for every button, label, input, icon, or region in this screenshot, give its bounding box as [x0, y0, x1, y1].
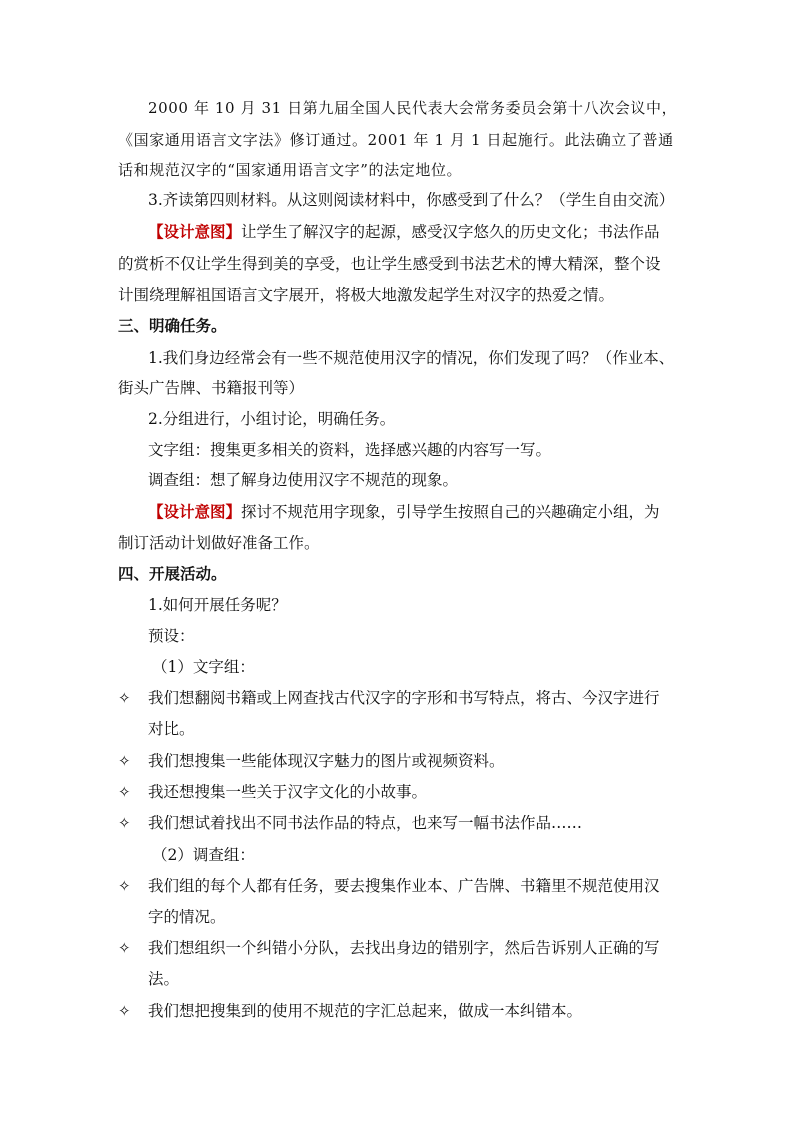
- diamond-bullet-icon: ✧: [118, 814, 131, 832]
- design-intent-tag: 【设计意图】: [148, 503, 242, 521]
- design-intent-1-line-3: 计围绕理解祖国语言文字展开，将极大地激发起学生对汉字的热爱之情。: [118, 286, 615, 304]
- design-intent-tag: 【设计意图】: [148, 223, 242, 241]
- text-group-subheading: （1）文字组：: [152, 658, 255, 676]
- section-3-item-2: 2.分组进行，小组讨论，明确任务。: [148, 410, 396, 428]
- law-paragraph-line-3: 话和规范汉字的“国家通用语言文字”的法定地位。: [118, 161, 463, 179]
- diamond-bullet-icon: ✧: [118, 689, 131, 707]
- survey-group-bullet-1-line-2: 字的情况。: [148, 908, 226, 926]
- diamond-bullet-icon: ✧: [118, 939, 131, 957]
- design-intent-2-line-1: [148, 502, 660, 522]
- section-3-item-1-line-1: 1.我们身边经常会有一些不规范使用汉字的情况，你们发现了吗？（作业本、: [148, 349, 675, 367]
- text-group-bullet-1-line-2: 对比。: [148, 720, 195, 738]
- section-3-heading: 三、明确任务。: [118, 317, 227, 335]
- text-group-bullet-4: 我们想试着找出不同书法作品的特点，也来写一幅书法作品……: [148, 814, 583, 832]
- law-paragraph-line-2: 《国家通用语言文字法》修订通过。2001 年 1 月 1 日起施行。此法确立了普通: [118, 131, 674, 149]
- preset-label: 预设：: [148, 627, 195, 645]
- survey-group-bullet-2-line-2: 法。: [148, 970, 180, 988]
- survey-group-bullet-1-line-1: 我们组的每个人都有任务，要去搜集作业本、广告牌、书籍里不规范使用汉: [148, 877, 660, 895]
- text-group-task: 文字组：搜集更多相关的资料，选择感兴趣的内容写一写。: [148, 441, 552, 459]
- survey-group-subheading: （2）调查组：: [152, 846, 255, 864]
- design-intent-1-line-1: [148, 222, 660, 242]
- diamond-bullet-icon: ✧: [118, 783, 131, 801]
- section-4-heading: 四、开展活动。: [118, 565, 227, 583]
- survey-group-task: 调查组：想了解身边使用汉字不规范的现象。: [148, 471, 459, 489]
- text-group-bullet-2: 我们想搜集一些能体现汉字魅力的图片或视频资料。: [148, 752, 505, 770]
- law-paragraph-line-1: 2000 年 10 月 31 日第九届全国人民代表大会常务委员会第十八次会议中，: [148, 99, 678, 117]
- design-intent-2-text: 探讨不规范用字现象，引导学生按照自己的兴趣确定小组，为: [241, 503, 660, 521]
- design-intent-1-text: 让学生了解汉字的起源，感受汉字悠久的历史文化；书法作品: [241, 223, 660, 241]
- design-intent-1-line-2: 的赏析不仅让学生得到美的享受，也让学生感受到书法艺术的博大精深，整个设: [118, 255, 661, 273]
- text-group-bullet-3: 我还想搜集一些关于汉字文化的小故事。: [148, 783, 428, 801]
- diamond-bullet-icon: ✧: [118, 1002, 131, 1020]
- survey-group-bullet-3: 我们想把搜集到的使用不规范的字汇总起来，做成一本纠错本。: [148, 1002, 583, 1020]
- section-3-item-1-line-2: 街头广告牌、书籍报刊等）: [118, 379, 305, 397]
- reading-item-3: 3.齐读第四则材料。从这则阅读材料中，你感受到了什么？（学生自由交流）: [148, 191, 675, 209]
- survey-group-bullet-2-line-1: 我们想组织一个纠错小分队，去找出身边的错别字，然后告诉别人正确的写: [148, 939, 660, 957]
- diamond-bullet-icon: ✧: [118, 877, 131, 895]
- section-4-item-1: 1.如何开展任务呢？: [148, 596, 287, 614]
- diamond-bullet-icon: ✧: [118, 752, 131, 770]
- design-intent-2-line-2: 制订活动计划做好准备工作。: [118, 534, 320, 552]
- text-group-bullet-1-line-1: 我们想翻阅书籍或上网查找古代汉字的字形和书写特点，将古、今汉字进行: [148, 689, 660, 707]
